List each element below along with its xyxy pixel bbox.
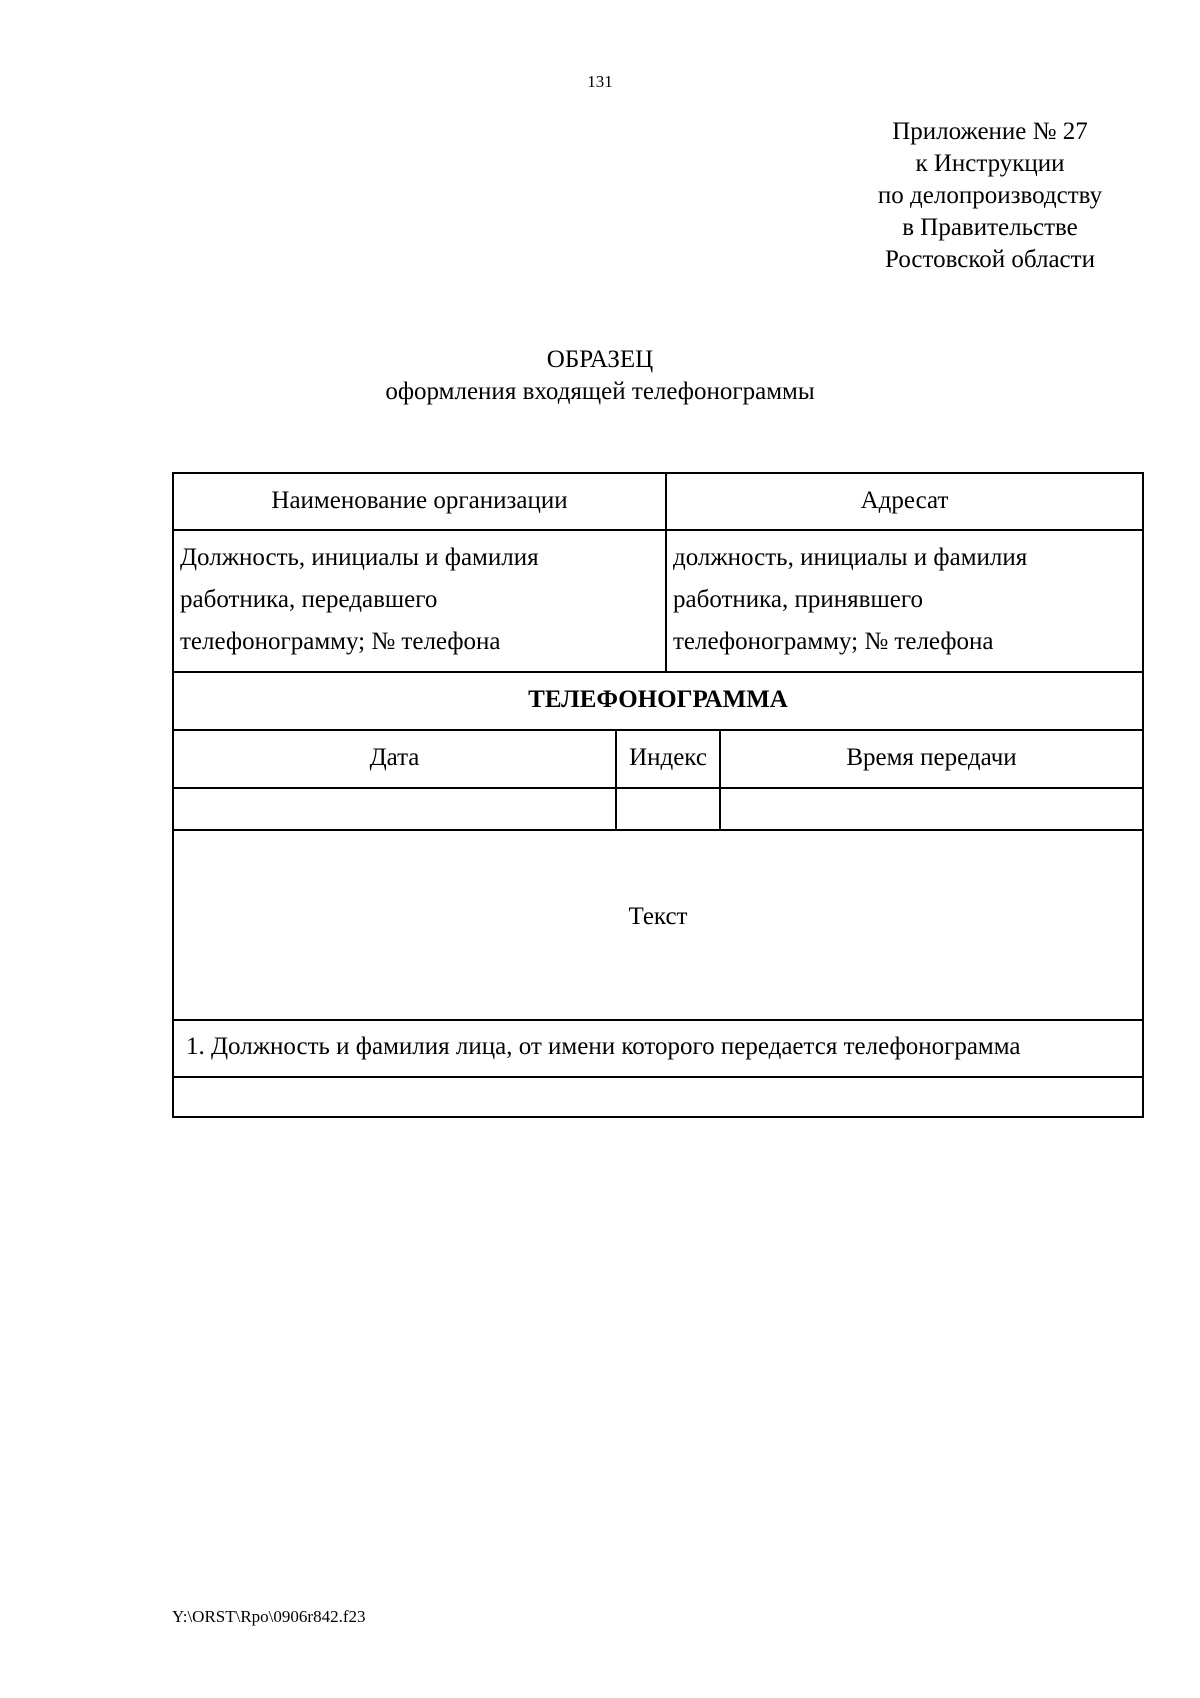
sender-line: Должность, инициалы и фамилия: [180, 544, 539, 571]
addressee-label: Адресат: [860, 487, 949, 514]
form-rule: [174, 829, 1142, 831]
title-main: ОБРАЗЕЦ: [546, 346, 654, 373]
title-subtitle: оформления входящей телефонограммы: [385, 378, 815, 405]
form-heading: ТЕЛЕФОНОГРАММА: [528, 686, 788, 713]
appendix-line: в Правительстве: [902, 214, 1078, 241]
receiver-line: должность, инициалы и фамилия: [673, 544, 1028, 571]
appendix-line: Ростовской области: [885, 246, 1095, 273]
time-label: Время передачи: [846, 744, 1017, 771]
form-rule: [174, 1019, 1142, 1021]
sender-line: телефонограмму; № телефона: [180, 628, 501, 655]
telephonogram-form: [172, 472, 1144, 1118]
form-rule: [174, 1076, 1142, 1078]
receiver-info: [673, 537, 1141, 663]
appendix-line: Приложение № 27: [892, 118, 1088, 145]
text-label: Текст: [628, 903, 688, 930]
document-title: [0, 344, 1200, 408]
appendix-line: по делопроизводству: [877, 182, 1103, 209]
date-label: Дата: [369, 744, 420, 771]
signatory-line: 1. Должность и фамилия лица, от имени которого передается телефонограмма: [186, 1033, 1021, 1060]
sender-info: [180, 537, 660, 663]
file-path: Y:\ORST\Rpo\0906r842.f23: [172, 1607, 366, 1626]
page-number: 131: [587, 72, 613, 91]
org-name-label: Наименование организации: [271, 487, 568, 514]
receiver-line: телефонограмму; № телефона: [673, 628, 994, 655]
sender-line: работника, передавшего: [180, 586, 438, 613]
form-rule: [174, 671, 1142, 673]
form-rule: [174, 729, 1142, 731]
appendix-note: [840, 116, 1140, 276]
appendix-line: к Инструкции: [915, 150, 1065, 177]
form-rule: [174, 529, 1142, 531]
receiver-line: работника, принявшего: [673, 586, 923, 613]
index-label: Индекс: [629, 744, 707, 771]
form-rule: [174, 787, 1142, 789]
